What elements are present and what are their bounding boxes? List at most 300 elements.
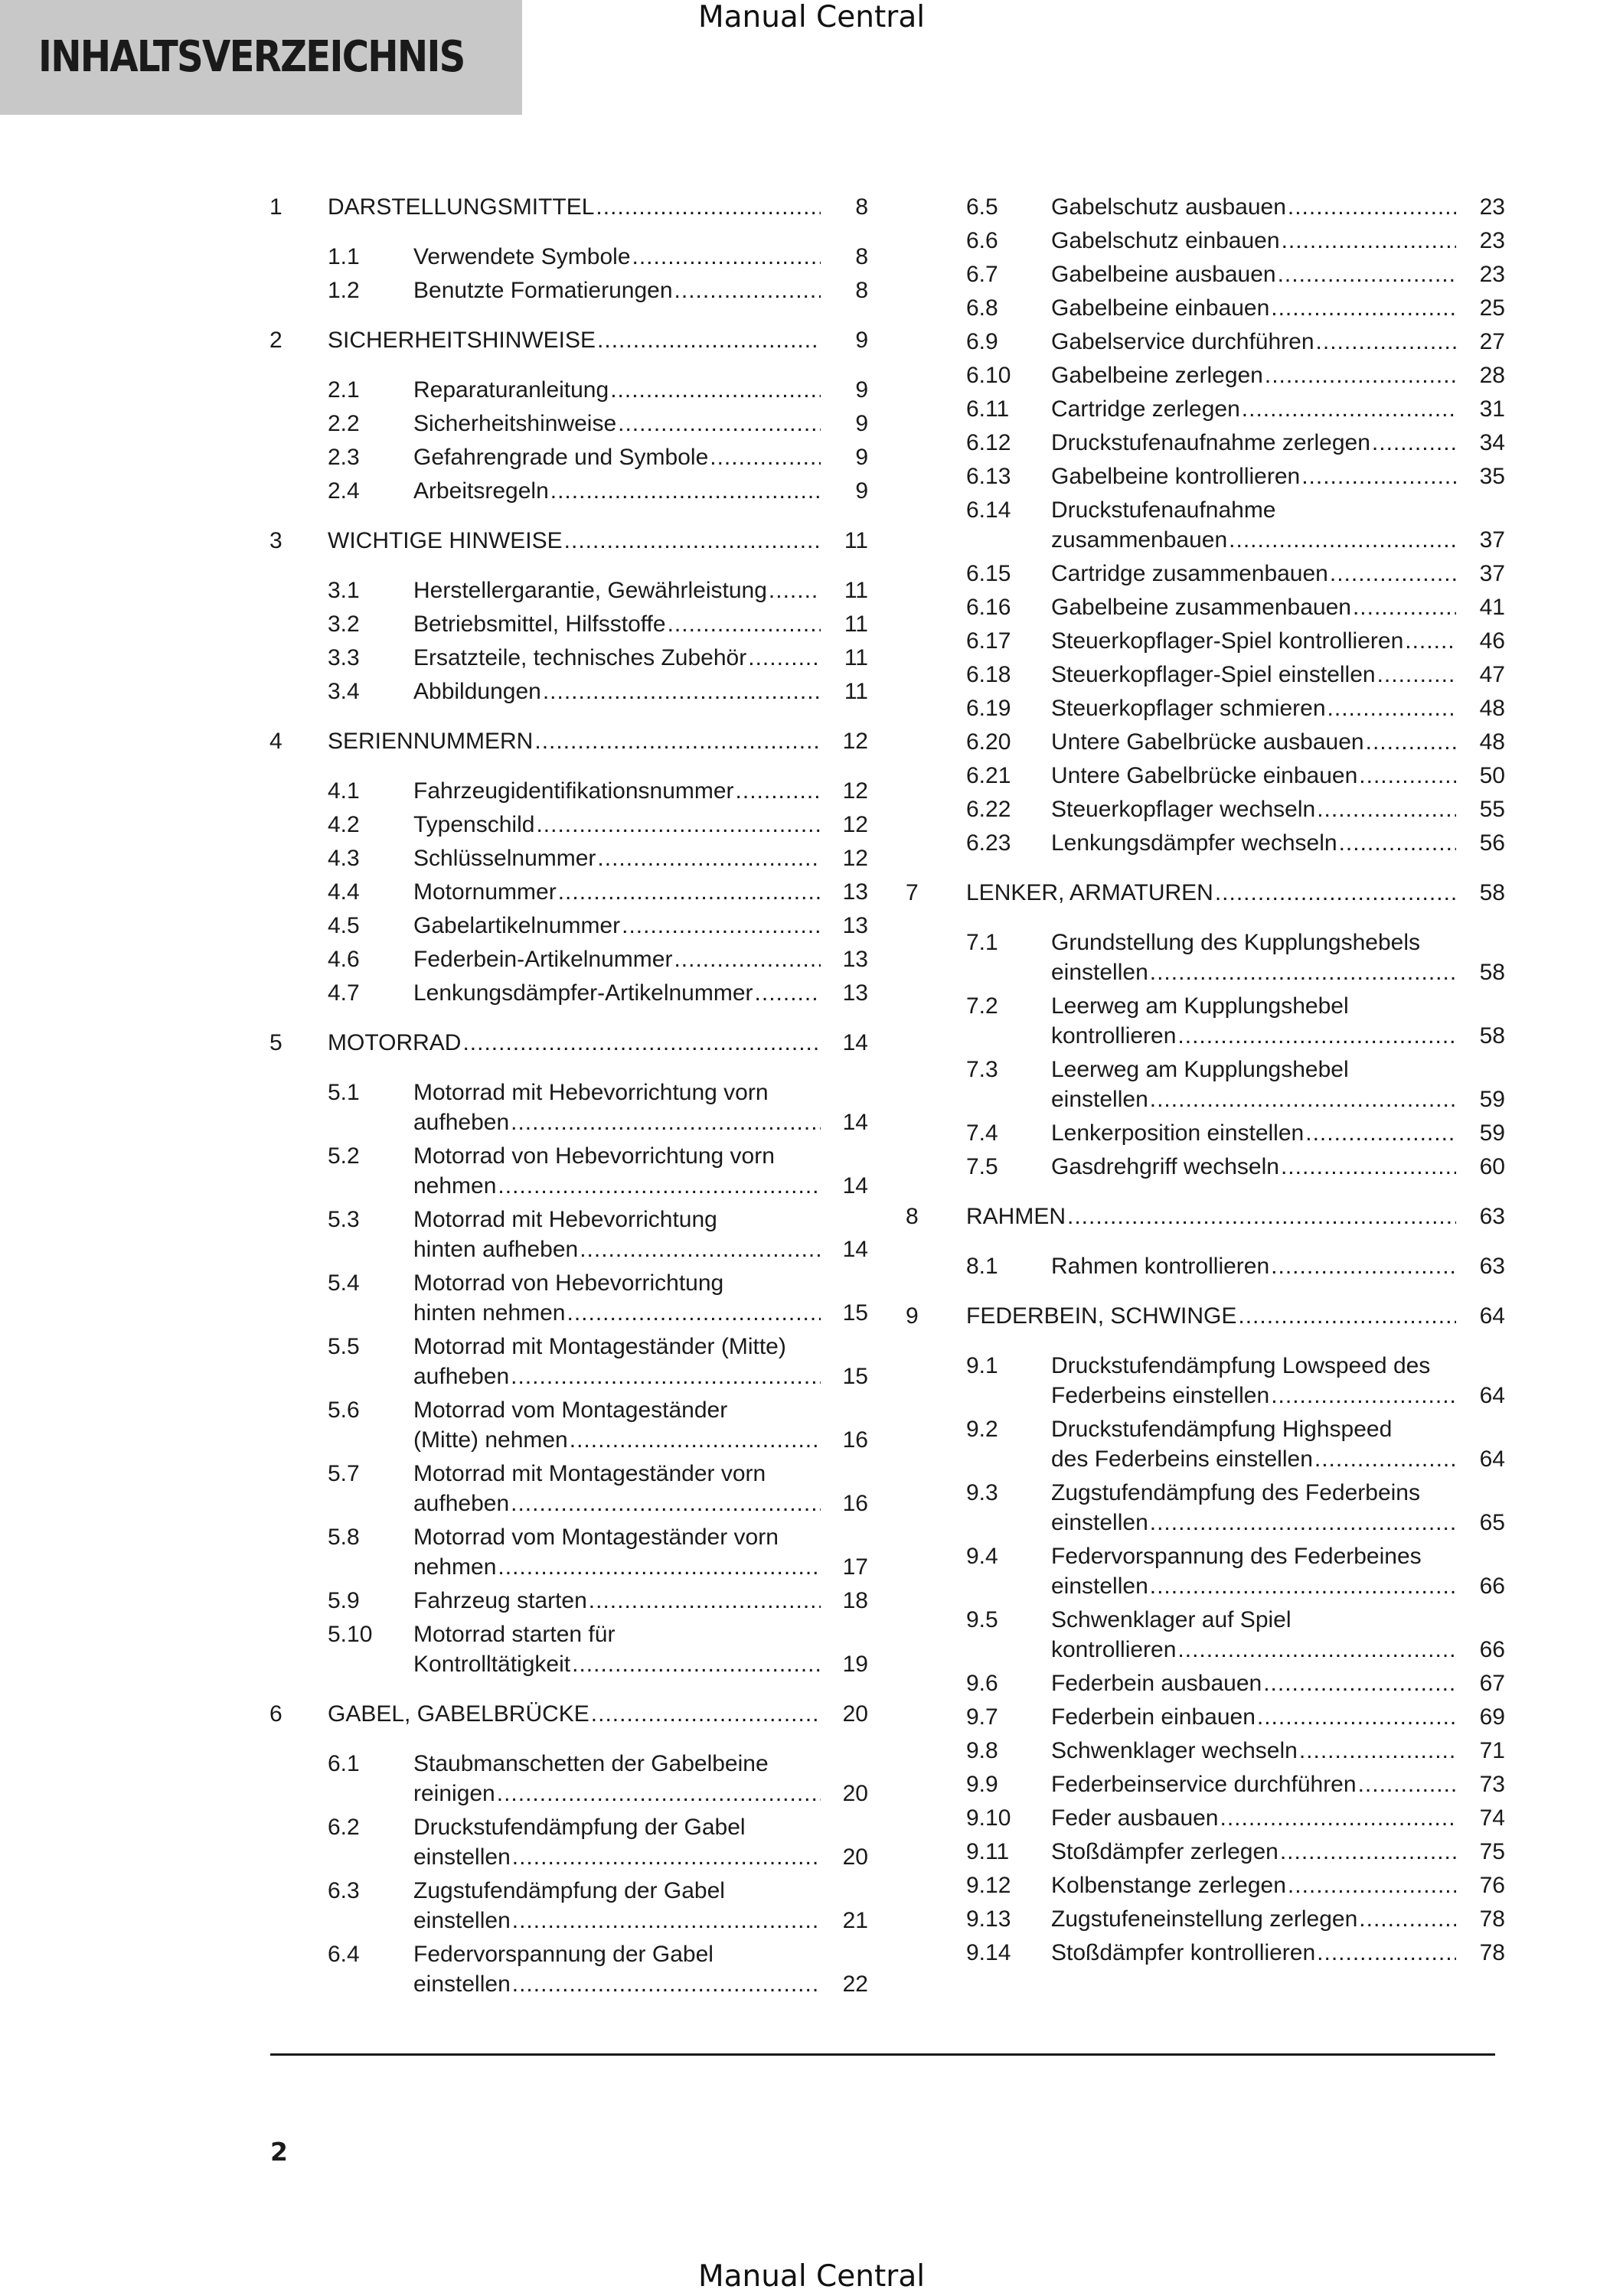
toc-leader-dots (1366, 727, 1456, 757)
toc-entry-title: Federbeins einstellen (1051, 1383, 1270, 1408)
toc-leader-dots (543, 677, 821, 706)
toc-entry-title: Leerweg am Kupplungshebel (1051, 1057, 1349, 1082)
toc-entry-title: Steuerkopflager schmieren (1051, 696, 1326, 721)
toc-entry-page: 59 (1479, 1087, 1505, 1112)
toc-entry-title: Stoßdämpfer kontrollieren (1051, 1940, 1316, 1965)
toc-entry-page: 31 (1479, 396, 1505, 422)
toc-entry-title: Zugstufeneinstellung zerlegen (1051, 1906, 1358, 1932)
toc-entry-title: Steuerkopflager-Spiel kontrollieren (1051, 628, 1404, 654)
toc-entry-page: 11 (844, 528, 868, 553)
toc-entry-number: 1.1 (328, 244, 360, 269)
toc-entry-page: 75 (1479, 1839, 1505, 1864)
toc-entry-page: 14 (842, 1173, 868, 1199)
toc-entry-title: Motorrad starten für (413, 1622, 616, 1647)
toc-entry-title: FEDERBEIN, SCHWINGE (966, 1303, 1237, 1329)
toc-entry-title: SERIENNUMMERN (328, 729, 534, 754)
toc-leader-dots (1314, 1444, 1456, 1474)
toc-leader-dots (596, 192, 821, 222)
toc-entry-page: 9 (855, 377, 868, 403)
toc-entry-title: Druckstufendämpfung Lowspeed des (1051, 1353, 1431, 1378)
toc-entry-title: Cartridge zusammenbauen (1051, 561, 1328, 586)
toc-entry-number: 6.14 (966, 497, 1011, 523)
toc-entry-title: Verwendete Symbole (413, 244, 631, 269)
toc-entry-page: 16 (842, 1427, 868, 1453)
toc-entry-number: 9.2 (966, 1417, 998, 1442)
toc-leader-dots (1242, 394, 1456, 424)
toc-entry-number: 2.2 (328, 411, 360, 436)
toc-leader-dots (1327, 693, 1456, 723)
toc-entry-number: 6.20 (966, 729, 1011, 755)
toc-entry-title: einstellen (413, 1971, 511, 1997)
toc-entry-title: Gasdrehgriff wechseln (1051, 1154, 1279, 1179)
toc-leader-dots (597, 843, 821, 873)
toc-entry-number: 5.7 (328, 1461, 360, 1486)
toc-entry-number: 6.5 (966, 194, 998, 220)
toc-entry-number: 4.6 (328, 947, 360, 972)
toc-entry-number: 5.6 (328, 1397, 360, 1423)
toc-entry-number: 9.1 (966, 1353, 998, 1378)
toc-entry-title: Motorrad mit Hebevorrichtung vorn (413, 1080, 769, 1105)
toc-entry-page: 15 (842, 1300, 868, 1326)
toc-entry-title: Federbein ausbauen (1051, 1671, 1262, 1696)
toc-entry-page: 13 (842, 980, 868, 1006)
toc-entry-title: Grundstellung des Kupplungshebels (1051, 930, 1421, 955)
toc-entry-page: 20 (842, 1701, 868, 1727)
toc-entry-page: 9 (855, 328, 868, 353)
toc-entry-number: 7.4 (966, 1120, 998, 1146)
toc-entry-page: 76 (1479, 1873, 1505, 1898)
toc-leader-dots (1288, 1870, 1456, 1900)
toc-leader-dots (564, 526, 821, 556)
toc-leader-dots (1305, 1118, 1456, 1148)
toc-leader-dots (1359, 761, 1456, 791)
toc-entry-title: Gabelservice durchführen (1051, 329, 1314, 354)
toc-entry-title: Gefahrengrade und Symbole (413, 445, 709, 470)
toc-entry-title: kontrollieren (1051, 1023, 1177, 1049)
toc-entry-title: Gabelbeine ausbauen (1051, 262, 1276, 287)
toc-entry-number: 9.13 (966, 1906, 1011, 1932)
toc-entry-title: Schwenklager auf Spiel (1051, 1607, 1292, 1632)
toc-entry-number: 6.23 (966, 830, 1011, 856)
toc-entry-number: 2.1 (328, 377, 360, 403)
toc-leader-dots (512, 1842, 821, 1872)
toc-entry-page: 23 (1479, 262, 1505, 287)
toc-leader-dots (550, 476, 821, 506)
toc-entry-page: 20 (842, 1781, 868, 1806)
toc-leader-dots (1265, 360, 1456, 390)
toc-leader-dots (1316, 327, 1456, 357)
toc-entry-number: 5.1 (328, 1080, 360, 1105)
toc-entry-title: Ersatzteile, technisches Zubehör (413, 645, 747, 670)
toc-entry-title: LENKER, ARMATUREN (966, 880, 1213, 905)
toc-entry-page: 37 (1479, 561, 1505, 586)
toc-leader-dots (597, 325, 821, 355)
toc-leader-dots (462, 1028, 821, 1058)
toc-entry-page: 8 (855, 194, 868, 220)
toc-entry-title: Gabelschutz einbauen (1051, 228, 1280, 253)
toc-entry-title: Cartridge zerlegen (1051, 396, 1240, 422)
toc-entry-page: 46 (1479, 628, 1505, 654)
toc-entry-page: 66 (1479, 1574, 1505, 1599)
toc-entry-title: Kolbenstange zerlegen (1051, 1873, 1286, 1898)
toc-entry-page: 14 (842, 1030, 868, 1055)
toc-entry-number: 6.11 (966, 396, 1010, 422)
toc-leader-dots (632, 242, 821, 272)
toc-entry-number: 1.2 (328, 278, 360, 303)
toc-entry-page: 55 (1479, 797, 1505, 822)
toc-entry-page: 56 (1479, 830, 1505, 856)
toc-entry-title: Lenkerposition einstellen (1051, 1120, 1305, 1146)
toc-leader-dots (1317, 1938, 1456, 1968)
toc-entry-title: Druckstufendämpfung der Gabel (413, 1815, 746, 1840)
toc-entry-title: Schwenklager wechseln (1051, 1738, 1298, 1763)
toc-entry-number: 9.5 (966, 1607, 998, 1632)
toc-entry-page: 34 (1479, 430, 1505, 455)
toc-entry-number: 4.7 (328, 980, 360, 1006)
toc-leader-dots (498, 1552, 821, 1582)
toc-entry-number: 6.4 (328, 1942, 360, 1967)
toc-leader-dots (567, 1298, 821, 1328)
toc-entry-title: hinten aufheben (413, 1237, 579, 1262)
toc-entry-title: Kontrolltätigkeit (413, 1652, 571, 1677)
toc-entry-page: 28 (1479, 363, 1505, 388)
toc-entry-title: Typenschild (413, 812, 535, 837)
toc-entry-title: nehmen (413, 1173, 497, 1199)
toc-leader-dots (1215, 878, 1456, 908)
toc-leader-dots (1377, 660, 1456, 690)
toc-entry-page: 25 (1479, 295, 1505, 321)
toc-entry-number: 5.2 (328, 1143, 360, 1169)
toc-entry-title: kontrollieren (1051, 1637, 1177, 1662)
toc-entry-number: 6.12 (966, 430, 1011, 455)
toc-entry-number: 4.4 (328, 879, 360, 905)
toc-leader-dots (1271, 1251, 1456, 1281)
toc-entry-page: 11 (844, 679, 868, 704)
toc-entry-page: 9 (855, 478, 868, 504)
toc-entry-page: 14 (842, 1110, 868, 1135)
toc-entry-number: 3.4 (328, 679, 360, 704)
toc-entry-page: 12 (842, 778, 868, 804)
toc-entry-number: 7.1 (966, 930, 998, 955)
toc-entry-title: Motorrad mit Montageständer (Mitte) (413, 1334, 786, 1359)
toc-leader-dots (1150, 957, 1456, 987)
toc-entry-page: 13 (842, 913, 868, 938)
toc-leader-dots (1271, 1381, 1456, 1411)
toc-entry-number: 9.9 (966, 1772, 998, 1797)
toc-entry-page: 23 (1479, 228, 1505, 253)
toc-leader-dots (1405, 626, 1456, 656)
toc-entry-page: 64 (1479, 1446, 1505, 1472)
toc-entry-number: 4.5 (328, 913, 360, 938)
toc-entry-page: 67 (1479, 1671, 1505, 1696)
toc-entry-number: 4.3 (328, 846, 360, 871)
toc-entry-title: aufheben (413, 1110, 510, 1135)
toc-entry-page: 20 (842, 1844, 868, 1870)
toc-entry-number: 9.3 (966, 1480, 998, 1505)
toc-entry-title: Federbein einbauen (1051, 1704, 1256, 1730)
toc-entry-page: 58 (1479, 960, 1505, 985)
toc-leader-dots (1339, 828, 1456, 858)
toc-entry-number: 2.4 (328, 478, 360, 504)
toc-entry-title: hinten nehmen (413, 1300, 566, 1326)
toc-entry-title: SICHERHEITSHINWEISE (328, 328, 596, 353)
toc-entry-page: 48 (1479, 696, 1505, 721)
toc-entry-number: 9.10 (966, 1805, 1011, 1831)
toc-entry-page: 41 (1479, 595, 1505, 620)
toc-entry-number: 6.6 (966, 228, 998, 253)
toc-entry-title: einstellen (413, 1844, 511, 1870)
toc-entry-title: Steuerkopflager-Spiel einstellen (1051, 662, 1376, 687)
toc-entry-page: 37 (1479, 527, 1505, 553)
toc-leader-dots (1358, 1769, 1456, 1799)
toc-entry-title: Federvorspannung der Gabel (413, 1942, 714, 1967)
toc-entry-title: Abbildungen (413, 679, 541, 704)
toc-entry-page: 71 (1479, 1738, 1505, 1763)
toc-leader-dots (1288, 192, 1456, 222)
toc-entry-page: 9 (855, 411, 868, 436)
toc-leader-dots (1359, 1904, 1456, 1934)
toc-leader-dots (572, 1649, 821, 1679)
toc-leader-dots (1317, 794, 1456, 824)
toc-entry-page: 35 (1479, 464, 1505, 489)
toc-entry-title: Druckstufendämpfung Highspeed (1051, 1417, 1393, 1442)
toc-entry-page: 21 (842, 1908, 868, 1933)
toc-leader-dots (589, 1586, 821, 1616)
toc-entry-page: 19 (842, 1652, 868, 1677)
toc-entry-title: Motorrad von Hebevorrichtung (413, 1270, 724, 1296)
toc-entry-page: 12 (842, 812, 868, 837)
toc-entry-page: 17 (842, 1554, 868, 1580)
page-title: INHALTSVERZEICHNIS (38, 32, 465, 82)
toc-entry-title: WICHTIGE HINWEISE (328, 528, 563, 553)
toc-entry-number: 6.1 (328, 1751, 360, 1776)
toc-entry-title: Untere Gabelbrücke einbauen (1051, 763, 1358, 788)
toc-entry-number: 5.10 (328, 1622, 373, 1647)
toc-entry-number: 1 (269, 194, 282, 220)
toc-leader-dots (618, 409, 821, 439)
toc-entry-page: 78 (1479, 1940, 1505, 1965)
toc-entry-number: 8 (906, 1204, 919, 1229)
toc-leader-dots (1281, 1152, 1456, 1182)
toc-entry-number: 5.9 (328, 1588, 360, 1613)
toc-entry-page: 73 (1479, 1772, 1505, 1797)
toc-entry-title: des Federbeins einstellen (1051, 1446, 1313, 1472)
toc-entry-page: 74 (1479, 1805, 1505, 1831)
toc-entry-page: 8 (855, 244, 868, 269)
toc-entry-page: 78 (1479, 1906, 1505, 1932)
toc-entry-page: 66 (1479, 1637, 1505, 1662)
toc-entry-number: 6 (269, 1701, 282, 1727)
toc-entry-number: 9.7 (966, 1704, 998, 1730)
toc-leader-dots (1271, 293, 1456, 323)
toc-entry-title: Rahmen kontrollieren (1051, 1254, 1270, 1279)
toc-entry-number: 4.2 (328, 812, 360, 837)
toc-entry-title: einstellen (1051, 1087, 1148, 1112)
toc-entry-page: 58 (1479, 880, 1505, 905)
toc-entry-page: 47 (1479, 662, 1505, 687)
toc-entry-number: 4 (269, 729, 282, 754)
toc-entry-page: 48 (1479, 729, 1505, 755)
toc-entry-number: 6.17 (966, 628, 1011, 654)
toc-leader-dots (511, 1362, 821, 1391)
toc-entry-page: 22 (842, 1971, 868, 1997)
toc-entry-number: 5.8 (328, 1525, 360, 1550)
toc-entry-title: Fahrzeug starten (413, 1588, 587, 1613)
toc-entry-title: aufheben (413, 1364, 510, 1389)
toc-entry-number: 6.9 (966, 329, 998, 354)
toc-entry-number: 4.1 (328, 778, 360, 804)
toc-entry-number: 6.19 (966, 696, 1011, 721)
toc-entry-title: Untere Gabelbrücke ausbauen (1051, 729, 1364, 755)
toc-leader-dots (1220, 1803, 1457, 1833)
toc-leader-dots (755, 978, 821, 1008)
toc-entry-title: GABEL, GABELBRÜCKE (328, 1701, 589, 1727)
toc-entry-page: 13 (842, 947, 868, 972)
toc-leader-dots (1263, 1668, 1456, 1698)
toc-entry-page: 8 (855, 278, 868, 303)
toc-entry-page: 11 (844, 645, 868, 670)
toc-entry-title: nehmen (413, 1554, 497, 1580)
toc-leader-dots (498, 1171, 821, 1201)
toc-entry-page: 12 (842, 846, 868, 871)
toc-entry-number: 7.5 (966, 1154, 998, 1179)
toc-leader-dots (534, 726, 821, 756)
toc-entry-title: Benutzte Formatierungen (413, 278, 673, 303)
toc-leader-dots (748, 643, 821, 673)
toc-entry-title: einstellen (1051, 1510, 1148, 1535)
toc-entry-number: 5.5 (328, 1334, 360, 1359)
toc-entry-number: 9.6 (966, 1671, 998, 1696)
toc-entry-title: Gabelbeine einbauen (1051, 295, 1270, 321)
toc-entry-number: 3 (269, 528, 282, 553)
toc-leader-dots (1330, 559, 1456, 589)
toc-entry-title: Steuerkopflager wechseln (1051, 797, 1316, 822)
toc-entry-page: 15 (842, 1364, 868, 1389)
toc-entry-title: DARSTELLUNGSMITTEL (328, 194, 595, 220)
toc-entry-title: Gabelbeine kontrollieren (1051, 464, 1301, 489)
toc-entry-title: Zugstufendämpfung des Federbeins (1051, 1480, 1420, 1505)
toc-entry-title: reinigen (413, 1781, 495, 1806)
toc-entry-page: 27 (1479, 329, 1505, 354)
toc-leader-dots (511, 1107, 821, 1137)
toc-entry-title: Leerweg am Kupplungshebel (1051, 993, 1349, 1019)
toc-entry-page: 11 (844, 578, 868, 603)
toc-entry-page: 9 (855, 445, 868, 470)
toc-leader-dots (591, 1699, 821, 1729)
toc-entry-number: 3.1 (328, 578, 360, 603)
toc-leader-dots (511, 1489, 821, 1518)
toc-entry-number: 6.7 (966, 262, 998, 287)
toc-leader-dots (668, 609, 821, 639)
toc-entry-title: RAHMEN (966, 1204, 1066, 1229)
toc-entry-number: 2 (269, 328, 282, 353)
toc-leader-dots (1257, 1702, 1456, 1732)
toc-entry-page: 13 (842, 879, 868, 905)
toc-leader-dots (1238, 1301, 1456, 1331)
toc-entry-number: 7.3 (966, 1057, 998, 1082)
toc-leader-dots (536, 810, 821, 840)
toc-entry-title: Betriebsmittel, Hilfsstoffe (413, 612, 666, 637)
toc-entry-page: 12 (842, 729, 868, 754)
toc-leader-dots (512, 1906, 821, 1936)
toc-entry-page: 63 (1479, 1254, 1505, 1279)
toc-entry-page: 64 (1479, 1303, 1505, 1329)
toc-leader-dots (1278, 259, 1456, 289)
toc-entry-page: 14 (842, 1237, 868, 1262)
toc-entry-title: Feder ausbauen (1051, 1805, 1219, 1831)
toc-entry-title: (Mitte) nehmen (413, 1427, 568, 1453)
toc-leader-dots (558, 877, 821, 907)
toc-entry-number: 9.8 (966, 1738, 998, 1763)
toc-entry-title: Schlüsselnummer (413, 846, 596, 871)
toc-entry-title: Gabelartikelnummer (413, 913, 621, 938)
toc-entry-page: 16 (842, 1491, 868, 1516)
toc-entry-number: 7 (906, 880, 919, 905)
toc-leader-dots (1280, 1837, 1456, 1867)
toc-leader-dots (1067, 1202, 1456, 1231)
toc-entry-number: 6.8 (966, 295, 998, 321)
toc-leader-dots (769, 576, 821, 605)
watermark-top: Manual Central (697, 0, 926, 34)
toc-entry-title: Motorrad vom Montageständer (413, 1397, 728, 1423)
toc-entry-title: Federbein-Artikelnummer (413, 947, 673, 972)
toc-leader-dots (512, 1969, 821, 1999)
toc-entry-title: Gabelbeine zerlegen (1051, 363, 1263, 388)
toc-entry-number: 6.10 (966, 363, 1011, 388)
toc-leader-dots (1299, 1736, 1456, 1766)
toc-entry-number: 9.11 (966, 1839, 1010, 1864)
toc-entry-title: Federbeinservice durchführen (1051, 1772, 1357, 1797)
toc-entry-page: 11 (844, 612, 868, 637)
toc-leader-dots (580, 1234, 821, 1264)
toc-entry-number: 6.13 (966, 464, 1011, 489)
toc-entry-page: 63 (1479, 1204, 1505, 1229)
toc-entry-title: Motornummer (413, 879, 557, 905)
toc-entry-number: 6.21 (966, 763, 1011, 788)
toc-entry-title: Druckstufenaufnahme zerlegen (1051, 430, 1370, 455)
toc-leader-dots (1372, 428, 1456, 458)
toc-entry-number: 5 (269, 1030, 282, 1055)
toc-entry-title: Federvorspannung des Federbeines (1051, 1544, 1422, 1569)
toc-entry-title: Gabelbeine zusammenbauen (1051, 595, 1351, 620)
toc-entry-page: 69 (1479, 1704, 1505, 1730)
toc-entry-number: 5.4 (328, 1270, 360, 1296)
toc-entry-page: 65 (1479, 1510, 1505, 1535)
toc-entry-title: MOTORRAD (328, 1030, 462, 1055)
toc-entry-title: Lenkungsdämpfer wechseln (1051, 830, 1337, 856)
toc-entry-title: aufheben (413, 1491, 510, 1516)
toc-entry-page: 18 (842, 1588, 868, 1613)
toc-leader-dots (1353, 592, 1456, 622)
toc-leader-dots (1177, 1635, 1456, 1665)
toc-entry-page: 59 (1479, 1120, 1505, 1146)
toc-entry-title: zusammenbauen (1051, 527, 1228, 553)
toc-entry-title: Sicherheitshinweise (413, 411, 617, 436)
toc-leader-dots (1282, 226, 1456, 256)
toc-leader-dots (1301, 461, 1456, 491)
title-block (0, 0, 522, 115)
toc-entry-page: 58 (1479, 1023, 1505, 1049)
toc-entry-title: Reparaturanleitung (413, 377, 609, 403)
toc-leader-dots (497, 1779, 821, 1808)
toc-entry-title: Lenkungsdämpfer-Artikelnummer (413, 980, 753, 1006)
toc-entry-title: Motorrad vom Montageständer vorn (413, 1525, 779, 1550)
toc-entry-number: 6.2 (328, 1815, 360, 1840)
toc-entry-number: 8.1 (966, 1254, 998, 1279)
toc-entry-title: einstellen (413, 1908, 511, 1933)
toc-entry-title: einstellen (1051, 1574, 1148, 1599)
toc-entry-number: 6.18 (966, 662, 1011, 687)
